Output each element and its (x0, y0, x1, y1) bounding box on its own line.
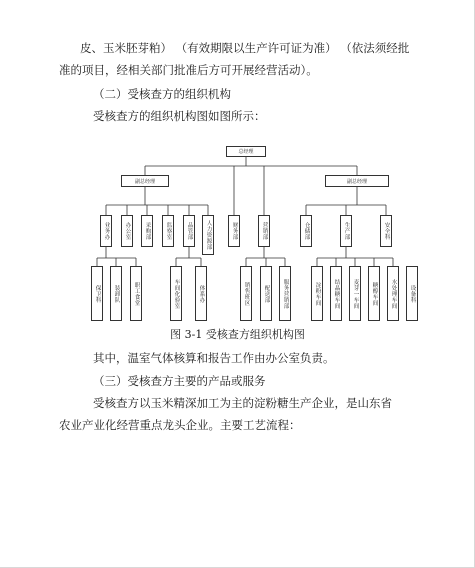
org-node-general-manager: 总经理 (226, 146, 266, 157)
section-heading-org: （二）受核查方的组织机构 (93, 87, 231, 101)
org-node-production: 生产部 (340, 215, 352, 247)
org-node-sub6: 销售班区 (240, 266, 252, 321)
org-node-sub9: 淀粉车间 (311, 266, 323, 321)
paragraph-body-line-1: 受核查方以玉米精深加工为主的淀粉糖生产企业，是山东省 (93, 396, 392, 410)
org-node-sub7: 配送部 (260, 266, 272, 321)
org-node-sub1: 保卫科 (91, 266, 103, 321)
org-node-supply: 仓储部 (300, 215, 312, 247)
paragraph-body-line-2: 农业产业化经营重点龙头企业。主要工艺流程： (59, 418, 301, 432)
org-node-dept5: 品管部 (183, 215, 195, 247)
org-node-vp-left: 副总经理 (121, 175, 169, 187)
figure-caption: 图 3-1 受核查方组织机构图 (170, 328, 305, 341)
paragraph-line-1: 皮、玉米胚芽粕） （有效期限以生产许可证为准） （依法须经批 (80, 41, 410, 55)
org-node-dept3: 采购部 (141, 215, 153, 247)
paragraph-line-2: 准的项目，经相关部门批准后方可开展经营活动）。 (59, 63, 318, 77)
org-node-dept4: 监察室 (162, 215, 174, 247)
org-node-sub11: 麦芽一车间 (349, 266, 361, 321)
org-node-finance: 财务部 (228, 215, 240, 247)
org-node-vp-right: 副总经理 (325, 175, 389, 187)
org-node-dept1: 业务办 (100, 215, 112, 247)
org-node-sub4: 车间化验室 (170, 266, 182, 321)
org-node-safety: 安全科 (380, 215, 392, 247)
org-chart-intro: 受核查方的组织机构图如图所示： (93, 109, 266, 123)
org-node-sub14: 设备科 (406, 266, 418, 321)
org-node-sub2: 装卸队 (110, 266, 122, 321)
org-node-dept6: 人力资源部 (202, 215, 214, 255)
org-node-sub5: 体系办 (195, 266, 207, 321)
paragraph-office-note: 其中，温室气体核算和报告工作由办公室负责。 (93, 351, 335, 365)
org-node-sub3: 职工食堂 (130, 266, 142, 321)
org-node-dept2: 办公室 (121, 215, 133, 247)
org-node-sub13: 水处理车间 (387, 266, 399, 321)
section-heading-products: （三）受核查方主要的产品或服务 (93, 374, 266, 388)
org-node-sub12: 糖醇车间 (368, 266, 380, 321)
org-node-sales: 营销部 (258, 215, 270, 247)
org-node-sub8: 服务营销部 (279, 266, 291, 321)
org-node-sub10: 结晶糖车间 (330, 266, 342, 321)
